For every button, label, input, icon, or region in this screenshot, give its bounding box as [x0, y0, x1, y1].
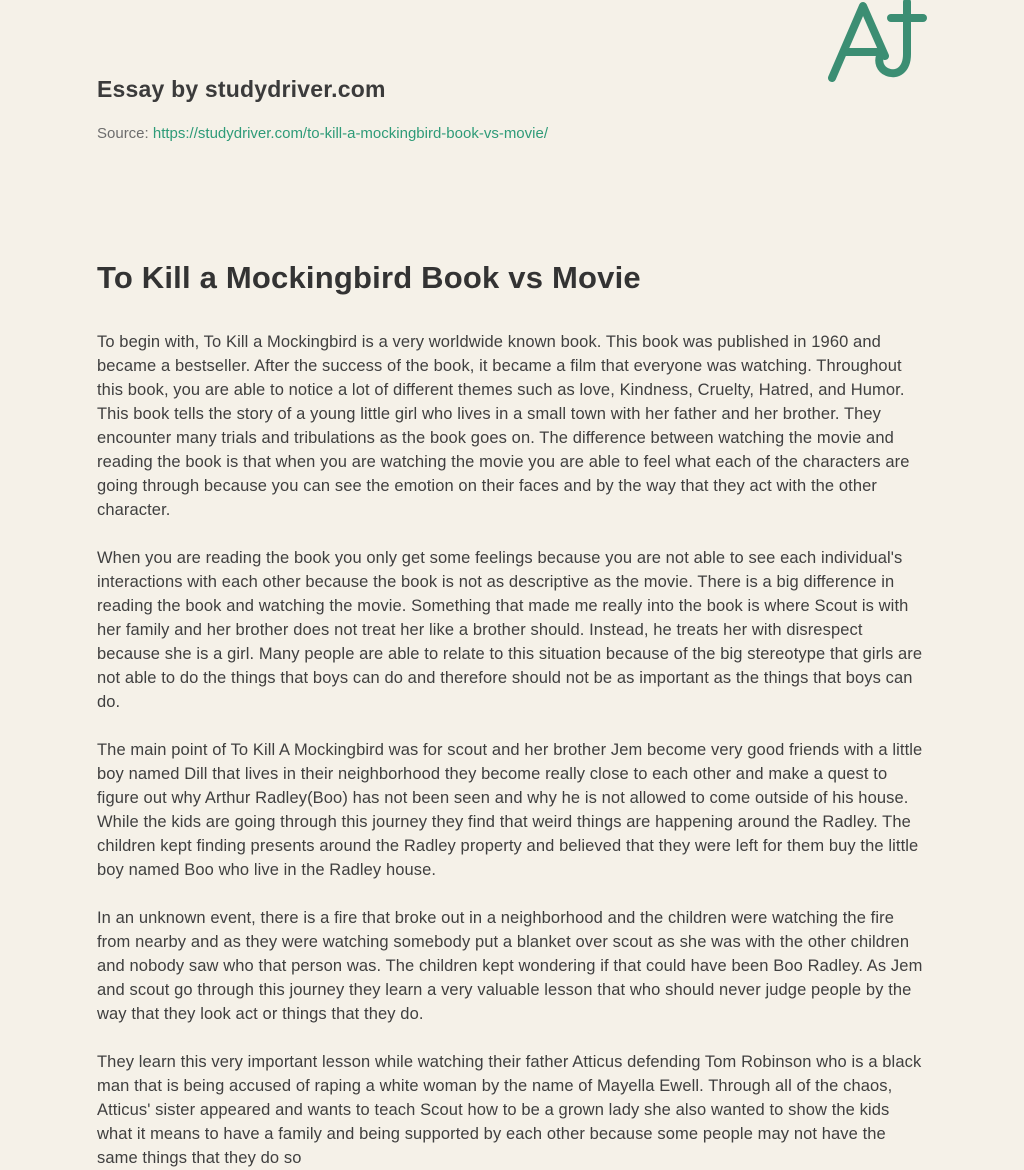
essay-paragraph: To begin with, To Kill a Mockingbird is a very worldwide known book. This book was published in 1960 and became a bestseller. After the success of the book, it became a film that everyone was watching. Throughout this book, you are able to notice a lot of different themes such as love, Kindness, Cruelty, Hatred, and Humor. This book tells the story of a young little girl who lives in a small town with her father and her brother. They encounter many trials and tribulations as the book goes on. The difference between watching the movie and reading the book is that when you are watching the movie you are able to feel what each of the characters are going through because you can see the emotion on their faces and by the way that they act with the other character. — [97, 333, 910, 519]
essay-paragraph: When you are reading the book you only get some feelings because you are not able to see each individual's interactions with each other because the book is not as descriptive as the movie. There is a big difference in reading the book and watching the movie. Something that made me really into the book is where Scout is with her family and her brother does not treat her like a brother should. Instead, he treats her with disrespect because she is a girl. Many people are able to relate to this situation because of the big stereotype that girls are not able to do the things that boys can do and therefore should not be as important as the things that boys can do. — [97, 549, 923, 711]
document-page — [97, 0, 927, 1170]
source-label: Source: — [97, 125, 149, 142]
essay-paragraph: The main point of To Kill A Mockingbird was for scout and her brother Jem become very good friends with a little boy named Dill that lives in their neighborhood they become really close to each other and make a quest to figure out why Arthur Radley(Boo) has not been seen and why he is not allowed to come outside of his house. While the kids are going through this journey they find that weird things are happening around the Radley. The children kept finding presents around the Radley property and believed that they were left for them buy the little boy named Boo who live in the Radley house. — [97, 741, 923, 879]
essay-paragraph: They learn this very important lesson while watching their father Atticus defending Tom Robinson who is a black man that is being accused of raping a white woman by the name of Mayella Ewell. Through all of the chaos, Atticus' sister appeared and wants to teach Scout how to be a grown lady she also wanted to show the kids what it means to have a family and being supported by each other because some people may not have the same things that they do so — [97, 1053, 922, 1167]
essay-title: To Kill a Mockingbird Book vs Movie — [97, 260, 641, 295]
studydriver-logo-icon — [825, 0, 929, 86]
source-url-link[interactable]: https://studydriver.com/to-kill-a-mockingbird-book-vs-movie/ — [152, 125, 548, 142]
essay-paragraphs — [97, 330, 927, 1170]
page-title: Essay by studydriver.com — [97, 76, 386, 102]
essay-paragraph: In an unknown event, there is a fire that broke out in a neighborhood and the children were watching the fire from nearby and as they were watching somebody put a blanket over scout as she was with the other children and nobody saw who that person was. The children kept wondering if that could have been Boo Radley. As Jem and scout go through this journey they learn a very valuable lesson that who should never judge people by the way that they look act or things that they do. — [97, 909, 923, 1023]
source-line — [97, 125, 927, 142]
